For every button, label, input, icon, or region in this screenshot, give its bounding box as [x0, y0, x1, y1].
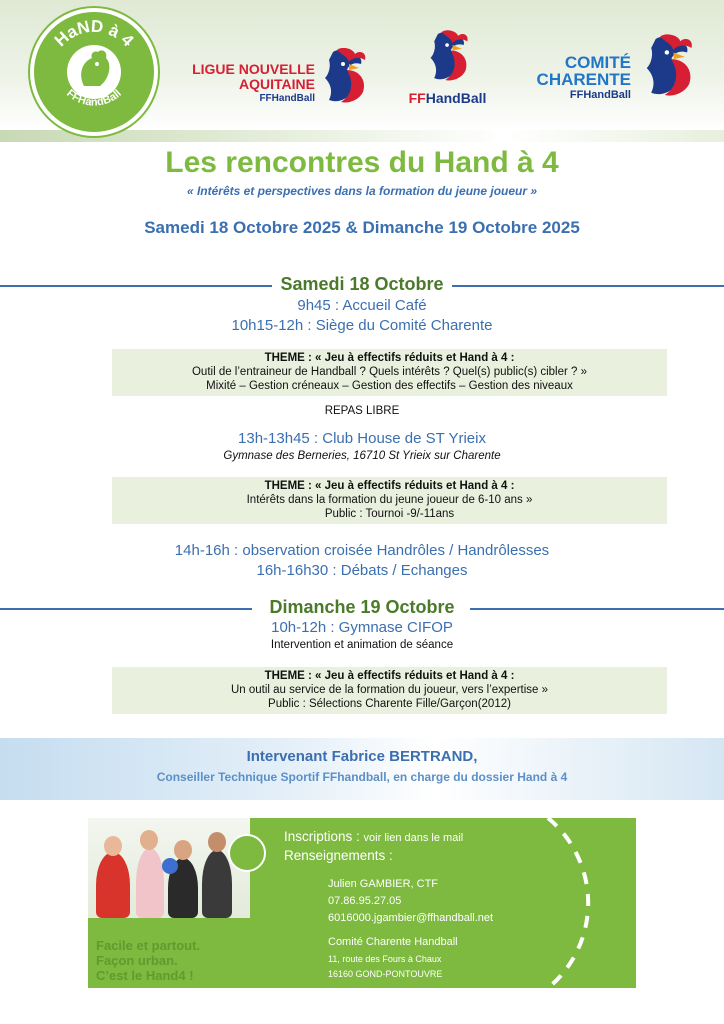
ff-suffix: HandBall: [425, 90, 487, 106]
event-dates: Samedi 18 Octobre 2025 & Dimanche 19 Octobre 2025: [144, 218, 580, 237]
contact-phone[interactable]: 07.86.95.27.05: [328, 895, 402, 907]
org-city: 16160 GOND-PONTOUVRE: [328, 969, 443, 979]
saturday-venue: Gymnase des Berneries, 16710 St Yrieix sur Charente: [223, 450, 501, 462]
sunday-heading: [0, 597, 724, 619]
ff-prefix: FF: [408, 90, 426, 106]
speaker-role: Conseiller Technique Sportif FFhandball, en charge du dossier Hand à 4: [156, 770, 568, 784]
inscriptions-label: Inscriptions :: [284, 829, 360, 844]
theme-title: THEME : « Jeu à effectifs réduits et Hand à 4 :: [264, 480, 515, 492]
saturday-theme-2: [112, 477, 667, 524]
theme-line: Outil de l’entraineur de Handball ? Quels intérêts ? Quel(s) public(s) cibler ? »: [191, 366, 588, 378]
saturday-slot-welcome: 9h45 : Accueil Café: [297, 297, 427, 314]
renseignements-label: Renseignements :: [284, 848, 393, 863]
inscriptions-value: voir lien dans le mail: [363, 832, 464, 844]
slogan-line: Façon urban.: [96, 953, 178, 968]
rooster-icon: [640, 32, 696, 102]
speaker-name: Intervenant Fabrice BERTRAND,: [246, 748, 478, 765]
org-street: 11, route des Fours à Chaux: [328, 954, 442, 964]
saturday-title: Samedi 18 Octobre: [280, 274, 444, 294]
saturday-slot-morning: 10h15-12h : Siège du Comité Charente: [231, 317, 493, 334]
kid-head: [208, 832, 226, 852]
theme-title: THEME : « Jeu à effectifs réduits et Hand à 4 :: [264, 670, 515, 682]
slogan-line: Facile et partout.: [96, 938, 201, 953]
kids-photo: [88, 818, 250, 918]
contact-email[interactable]: 6016000.jgambier@ffhandball.net: [328, 912, 494, 924]
badge-bottom-text: FFHandBall: [64, 87, 124, 109]
sunday-title: Dimanche 19 Octobre: [269, 597, 455, 617]
theme-line: Public : Tournoi -9/-11ans: [324, 508, 455, 520]
registration-panel: [88, 818, 636, 988]
ffhandball-wordmark: [385, 90, 510, 106]
rooster-icon: [425, 28, 471, 86]
ligue-federation: FFHandBall: [259, 93, 315, 104]
theme-title: THEME : « Jeu à effectifs réduits et Hand à 4 :: [264, 352, 515, 364]
handball-ball: [162, 858, 178, 874]
theme-line: Public : Sélections Charente Fille/Garçon(2012): [268, 698, 511, 710]
hand-a-4-mini-logo: [228, 834, 266, 872]
theme-line: Intérêts dans la formation du jeune joueur de 6-10 ans »: [246, 494, 533, 506]
saturday-theme-1: [112, 349, 667, 396]
comite-line2: CHARENTE: [536, 70, 631, 89]
saturday-heading: [0, 274, 724, 296]
saturday-slot-observation: 14h-16h : observation croisée Handrôles / Handrôlesses: [174, 542, 550, 559]
page-title: Les rencontres du Hand à 4: [165, 146, 559, 179]
theme-line: Un outil au service de la formation du joueur, vers l’expertise »: [230, 684, 549, 696]
kid-head: [174, 840, 192, 860]
ligue-nouvelle-aquitaine-logo: [165, 40, 375, 110]
comite-federation: FFHandBall: [569, 89, 631, 101]
saturday-slot-clubhouse: 13h-13h45 : Club House de ST Yrieix: [238, 430, 486, 447]
kid-figure: [136, 848, 164, 918]
ffhandball-logo: [385, 28, 510, 108]
kid-figure: [202, 850, 232, 918]
lunch-note: REPAS LIBRE: [324, 405, 400, 417]
sunday-detail: Intervention et animation de séance: [270, 639, 454, 651]
page-subtitle: « Intérêts et perspectives dans la formation du jeune joueur »: [186, 184, 538, 198]
ligue-name-line1: LIGUE NOUVELLE: [192, 61, 315, 77]
kid-head: [104, 836, 122, 856]
contact-name: Julien GAMBIER, CTF: [328, 878, 439, 890]
sunday-slot-gym: 10h-12h : Gymnase CIFOP: [271, 619, 453, 636]
theme-line: Mixité – Gestion créneaux – Gestion des effectifs – Gestion des niveaux: [206, 380, 573, 392]
ligue-name-line2: AQUITAINE: [239, 76, 315, 92]
badge-top-text: HaND à 4: [50, 16, 138, 51]
kid-head: [140, 830, 158, 850]
sunday-theme: [112, 667, 667, 714]
comite-line1: COMITÉ: [564, 53, 631, 72]
saturday-slot-debate: 16h-16h30 : Débats / Echanges: [256, 562, 468, 579]
slogan-line: C’est le Hand4 !: [96, 968, 194, 983]
rooster-icon: [319, 48, 369, 106]
hand-a-4-logo: [30, 8, 158, 136]
registration-info: [284, 828, 614, 865]
kid-figure: [96, 852, 130, 918]
promo-slogan: [96, 938, 256, 983]
org-name: Comité Charente Handball: [328, 936, 458, 948]
comite-charente-logo: [518, 30, 708, 110]
hand-a-4-emblem-icon: [34, 12, 154, 132]
